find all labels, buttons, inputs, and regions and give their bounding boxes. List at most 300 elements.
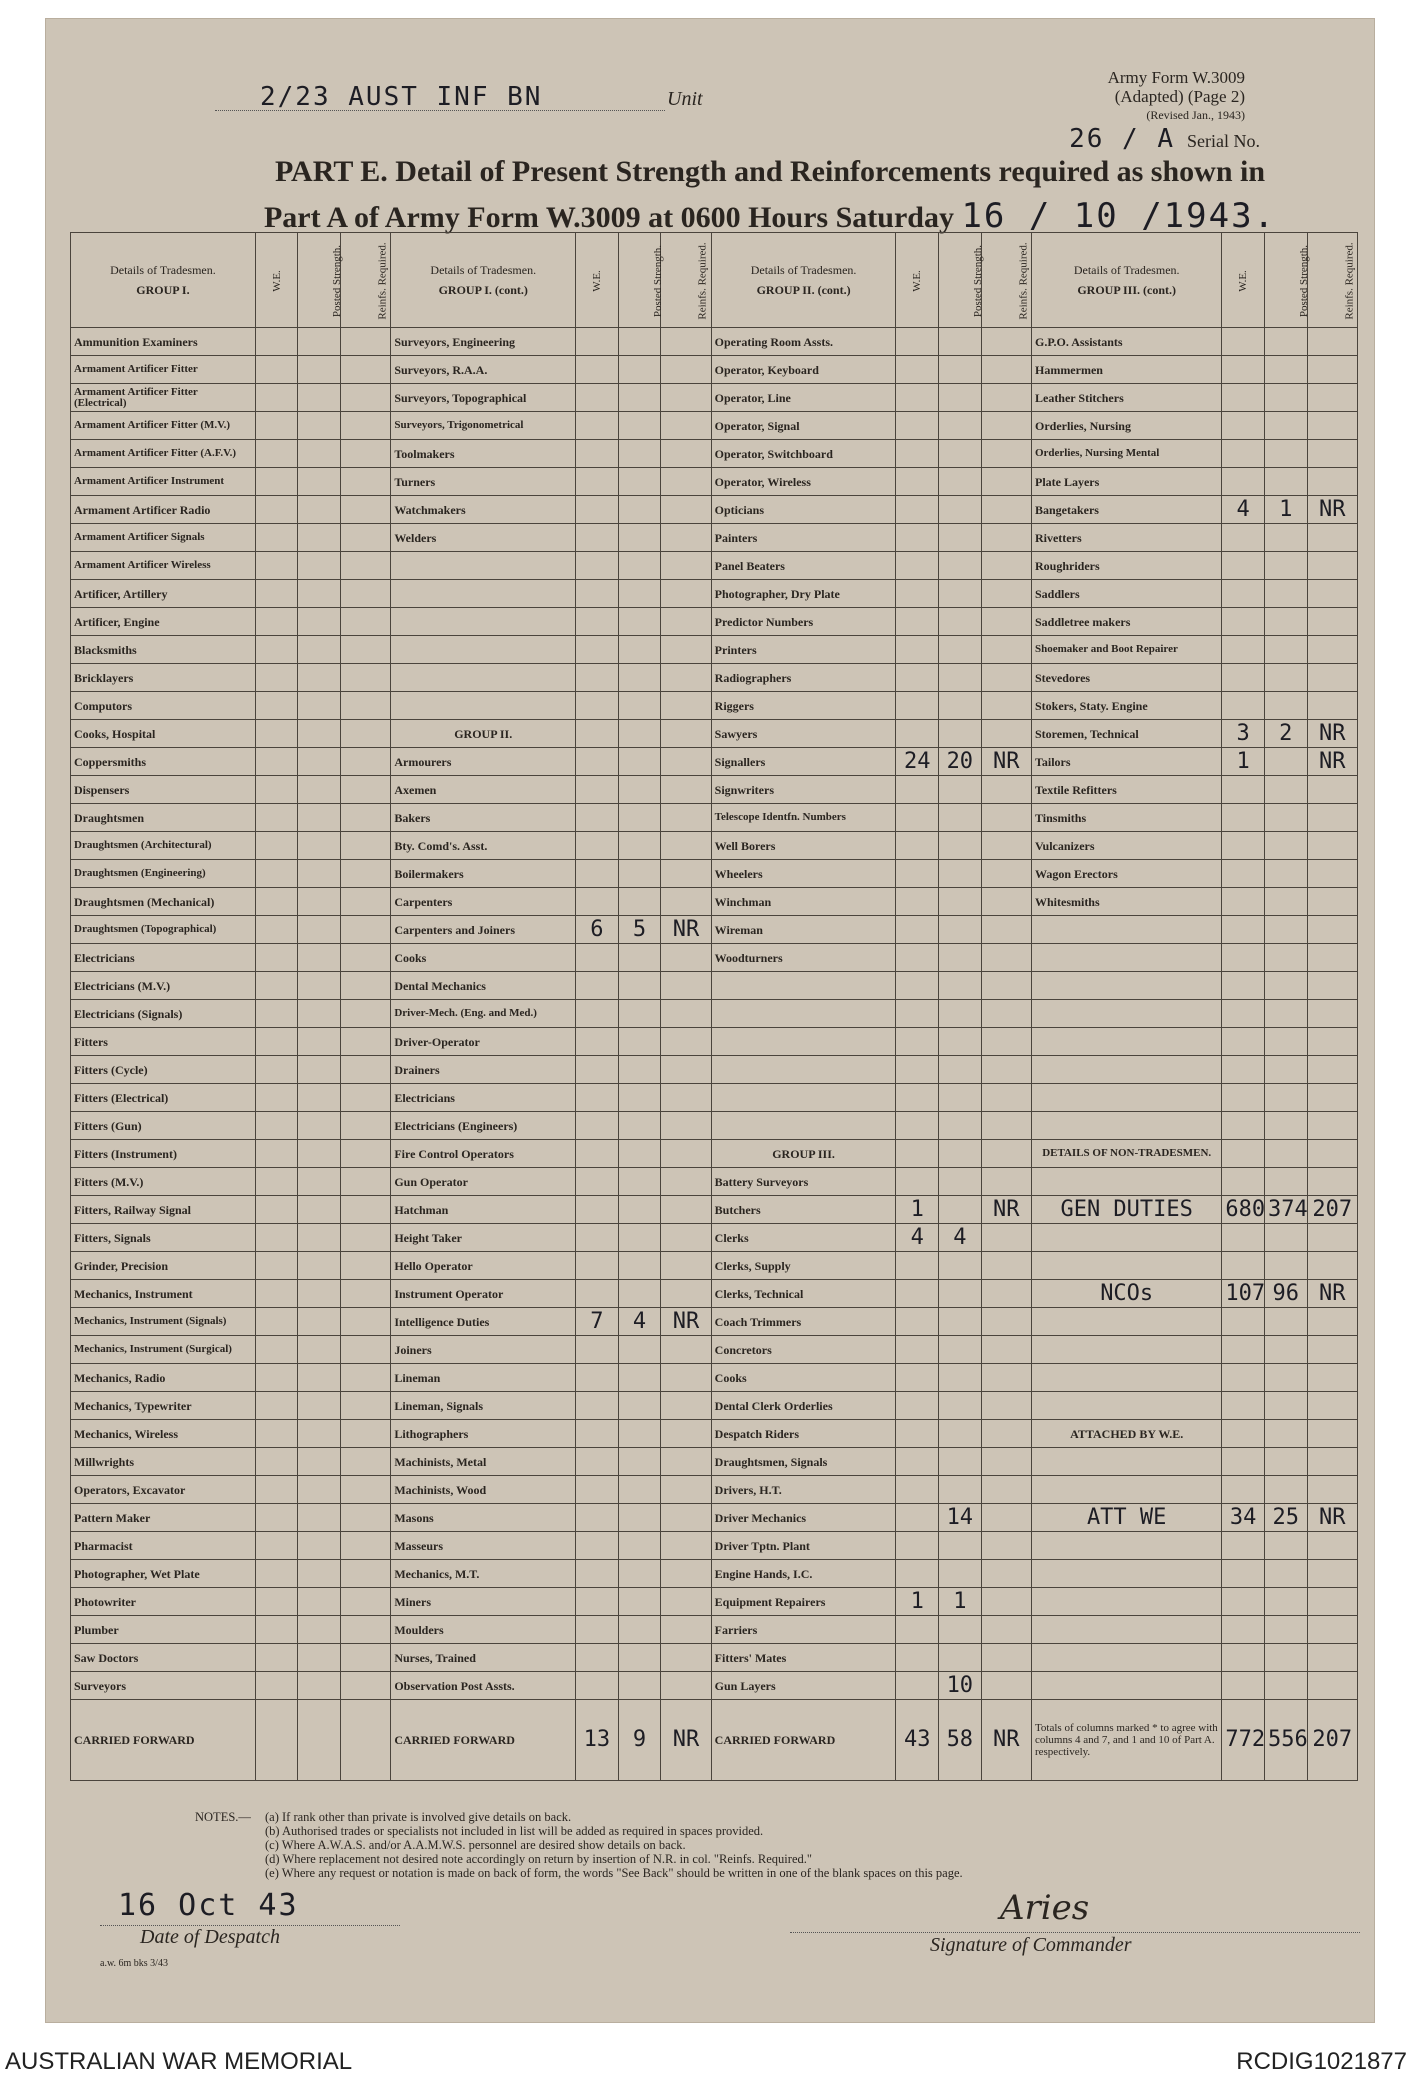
table-row <box>71 888 1358 916</box>
trade-value <box>298 1028 341 1056</box>
trade-name: Clerks <box>711 1224 896 1252</box>
trade-value <box>298 1476 341 1504</box>
trade-value <box>981 1644 1031 1672</box>
trade-value: 1 <box>1264 496 1307 524</box>
trade-name: Carpenters <box>391 888 576 916</box>
trade-value <box>896 1420 939 1448</box>
table-row <box>71 748 1358 776</box>
trade-value <box>576 1168 619 1196</box>
trade-name <box>711 1084 896 1112</box>
note-item: (d) Where replacement not desired note accordingly on return by insertion of N.R. in col. "Reinfs. Required." <box>265 1852 812 1866</box>
trade-value <box>939 384 982 412</box>
trade-name: Electricians (M.V.) <box>71 972 256 1000</box>
trade-name: Orderlies, Nursing <box>1031 412 1221 440</box>
trade-name <box>1031 1112 1221 1140</box>
trade-value <box>618 1028 661 1056</box>
trade-value <box>1307 860 1357 888</box>
trade-name: Well Borers <box>711 832 896 860</box>
trade-value <box>618 1084 661 1112</box>
trade-name: Printers <box>711 636 896 664</box>
trade-value <box>981 1224 1031 1252</box>
trade-value: 207 <box>1307 1196 1357 1224</box>
trade-value <box>255 748 298 776</box>
trade-value <box>255 776 298 804</box>
trade-name: Computors <box>71 692 256 720</box>
trade-value <box>298 1168 341 1196</box>
trade-name: Mechanics, Instrument (Surgical) <box>71 1336 256 1364</box>
trade-name: Roughriders <box>1031 552 1221 580</box>
trade-value <box>618 1448 661 1476</box>
trade-value <box>618 860 661 888</box>
table-row <box>71 860 1358 888</box>
trade-value <box>939 1000 982 1028</box>
trade-name: Mechanics, Wireless <box>71 1420 256 1448</box>
trade-value <box>576 1028 619 1056</box>
trade-value <box>981 1616 1031 1644</box>
trade-value <box>1222 1448 1265 1476</box>
trade-value <box>939 776 982 804</box>
trade-value <box>1264 1392 1307 1420</box>
trade-name: Coppersmiths <box>71 748 256 776</box>
table-row <box>71 468 1358 496</box>
trade-value <box>298 412 341 440</box>
trade-name: Armament Artificer Fitter (A.F.V.) <box>71 440 256 468</box>
trade-value <box>896 664 939 692</box>
trade-value <box>255 524 298 552</box>
trade-value <box>576 720 619 748</box>
trade-value <box>896 636 939 664</box>
trade-value <box>298 496 341 524</box>
trade-value <box>1264 1336 1307 1364</box>
trade-value <box>576 468 619 496</box>
trade-name: Mechanics, M.T. <box>391 1560 576 1588</box>
table-row <box>71 1280 1358 1308</box>
trade-value <box>981 524 1031 552</box>
table-row <box>71 1084 1358 1112</box>
title-line1: PART E. Detail of Present Strength and Reinforcements required as shown in <box>274 155 1266 188</box>
trade-value <box>618 1196 661 1224</box>
trade-value <box>618 1336 661 1364</box>
trade-value <box>618 552 661 580</box>
trade-value: NR <box>1307 1504 1357 1532</box>
trade-value <box>340 1448 390 1476</box>
trade-value <box>1264 636 1307 664</box>
trade-value: 20 <box>939 748 982 776</box>
trade-value <box>298 356 341 384</box>
trade-value <box>661 1252 711 1280</box>
trade-name: Telescope Identfn. Numbers <box>711 804 896 832</box>
trade-value <box>618 468 661 496</box>
trade-value <box>340 412 390 440</box>
trade-name: Electricians (Signals) <box>71 1000 256 1028</box>
col-details-group1: Details of Tradesmen. GROUP I. <box>71 233 256 328</box>
trade-value <box>1264 1224 1307 1252</box>
trade-value <box>1222 832 1265 860</box>
trade-value: 1 <box>939 1588 982 1616</box>
totals-posted: 556 <box>1264 1700 1307 1781</box>
trade-value <box>298 608 341 636</box>
trade-name: Masons <box>391 1504 576 1532</box>
trade-value <box>576 1140 619 1168</box>
trade-value <box>618 1560 661 1588</box>
trade-value <box>576 1560 619 1588</box>
trade-name: Draughtsmen (Engineering) <box>71 860 256 888</box>
trade-name: Welders <box>391 524 576 552</box>
trade-name: Grinder, Precision <box>71 1252 256 1280</box>
trade-value <box>1222 804 1265 832</box>
commander-signature: Aries <box>1000 1888 1090 1928</box>
trade-value <box>896 1168 939 1196</box>
trade-name: Whitesmiths <box>1031 888 1221 916</box>
trade-value <box>618 496 661 524</box>
trade-value <box>298 972 341 1000</box>
trade-value <box>576 552 619 580</box>
trade-value <box>298 1364 341 1392</box>
trade-value <box>298 1616 341 1644</box>
trade-name: Turners <box>391 468 576 496</box>
trade-value <box>1264 888 1307 916</box>
trade-value <box>1307 1448 1357 1476</box>
trade-name: Surveyors, Topographical <box>391 384 576 412</box>
trade-value <box>939 552 982 580</box>
trade-value <box>255 1392 298 1420</box>
trade-value <box>255 356 298 384</box>
trade-value <box>1264 524 1307 552</box>
trade-value <box>981 860 1031 888</box>
trade-name: Pharmacist <box>71 1532 256 1560</box>
trade-value <box>661 972 711 1000</box>
trade-value <box>255 1252 298 1280</box>
trade-name: Operators, Excavator <box>71 1476 256 1504</box>
trade-value <box>618 1672 661 1700</box>
trade-value <box>939 1364 982 1392</box>
table-row <box>71 832 1358 860</box>
table-row <box>71 1644 1358 1672</box>
trade-value <box>576 972 619 1000</box>
trade-value <box>939 1420 982 1448</box>
trade-value <box>1307 1560 1357 1588</box>
trade-value <box>618 776 661 804</box>
trade-name: Pattern Maker <box>71 1504 256 1532</box>
trade-value <box>340 1280 390 1308</box>
table-row <box>71 1112 1358 1140</box>
trade-name: Cooks <box>711 1364 896 1392</box>
trade-value <box>896 832 939 860</box>
table-header-row <box>71 233 1358 328</box>
trade-name: Shoemaker and Boot Repairer <box>1031 636 1221 664</box>
trade-value <box>340 1168 390 1196</box>
print-code: a.w. 6m bks 3/43 <box>100 1958 168 1969</box>
trade-value <box>1307 384 1357 412</box>
trade-value: 5 <box>618 916 661 944</box>
trade-value <box>1307 412 1357 440</box>
trade-name: Vulcanizers <box>1031 832 1221 860</box>
trade-value <box>661 328 711 356</box>
title-line2: Part A of Army Form W.3009 at 0600 Hours Saturday <box>263 201 954 234</box>
trade-value <box>939 888 982 916</box>
trade-name: Saddlers <box>1031 580 1221 608</box>
trade-value <box>896 1504 939 1532</box>
trade-value <box>255 1616 298 1644</box>
trade-value <box>981 1392 1031 1420</box>
trade-value <box>1307 1420 1357 1448</box>
trade-value <box>896 1252 939 1280</box>
trade-name: Fitters (Gun) <box>71 1112 256 1140</box>
trade-value <box>1264 1028 1307 1056</box>
trade-name <box>391 608 576 636</box>
trade-value <box>661 580 711 608</box>
trade-value <box>896 692 939 720</box>
trade-value <box>939 636 982 664</box>
trade-value <box>981 1252 1031 1280</box>
trade-name: Fitters (Electrical) <box>71 1084 256 1112</box>
trade-value <box>1222 1588 1265 1616</box>
trade-value <box>661 1112 711 1140</box>
trade-value <box>896 328 939 356</box>
trade-value <box>661 1028 711 1056</box>
trade-value: NR <box>661 1308 711 1336</box>
archive-id: RCDIG1021877 <box>1236 2048 1407 2075</box>
table-row <box>71 804 1358 832</box>
trade-value <box>255 860 298 888</box>
trade-value <box>939 608 982 636</box>
trade-name: Observation Post Assts. <box>391 1672 576 1700</box>
trade-name: Joiners <box>391 1336 576 1364</box>
cf-g3-we: 43 <box>896 1700 939 1781</box>
trade-name: Surveyors, Trigonometrical <box>391 412 576 440</box>
trade-value <box>618 608 661 636</box>
trade-name: Tailors <box>1031 748 1221 776</box>
table-row <box>71 440 1358 468</box>
trade-value <box>981 1028 1031 1056</box>
trade-value <box>298 1560 341 1588</box>
trade-value <box>340 1532 390 1560</box>
trade-name: Bty. Comd's. Asst. <box>391 832 576 860</box>
trade-value <box>340 1476 390 1504</box>
trade-name: Draughtsmen (Mechanical) <box>71 888 256 916</box>
trade-value <box>1222 1252 1265 1280</box>
trade-value <box>576 804 619 832</box>
trade-value <box>255 972 298 1000</box>
trade-value <box>298 1112 341 1140</box>
trade-value <box>1222 692 1265 720</box>
trade-value <box>255 328 298 356</box>
trade-value <box>981 1420 1031 1448</box>
trade-value <box>1264 384 1307 412</box>
trade-value <box>661 1644 711 1672</box>
trade-name <box>391 552 576 580</box>
col-details-group1-cont: Details of Tradesmen. GROUP I. (cont.) <box>391 233 576 328</box>
trade-name: Bricklayers <box>71 664 256 692</box>
trade-name <box>711 1000 896 1028</box>
trade-value <box>1222 1476 1265 1504</box>
trade-value: 4 <box>1222 496 1265 524</box>
trade-name: Photographer, Dry Plate <box>711 580 896 608</box>
trade-value <box>576 580 619 608</box>
trade-name <box>1031 1000 1221 1028</box>
trade-value <box>298 524 341 552</box>
trade-value <box>340 1056 390 1084</box>
trade-value <box>1307 832 1357 860</box>
trade-name: Signallers <box>711 748 896 776</box>
trade-value <box>340 1588 390 1616</box>
trade-value <box>1307 580 1357 608</box>
trade-value <box>340 832 390 860</box>
unit-handwritten: 2/23 AUST INF BN <box>260 82 543 112</box>
trade-value: NR <box>661 916 711 944</box>
trade-value <box>618 944 661 972</box>
trade-value <box>1264 440 1307 468</box>
trade-name <box>1031 1224 1221 1252</box>
trade-value <box>661 1672 711 1700</box>
cf-g3-posted: 58 <box>939 1700 982 1781</box>
col-posted: Posted Strength. <box>298 233 341 328</box>
trade-name <box>1031 1532 1221 1560</box>
trade-value <box>661 1392 711 1420</box>
trade-value <box>255 916 298 944</box>
trade-value <box>981 1364 1031 1392</box>
trade-value <box>1222 1560 1265 1588</box>
cf-g2-reinfs: NR <box>661 1700 711 1781</box>
trade-value <box>981 636 1031 664</box>
trade-value <box>939 1084 982 1112</box>
trade-value <box>896 1644 939 1672</box>
trade-value <box>896 524 939 552</box>
trade-value <box>981 1084 1031 1112</box>
trade-value <box>255 412 298 440</box>
trade-value <box>661 944 711 972</box>
trade-value <box>1222 440 1265 468</box>
trade-value <box>1264 580 1307 608</box>
trade-name: Plumber <box>71 1616 256 1644</box>
trade-value <box>981 832 1031 860</box>
trade-value <box>1264 1140 1307 1168</box>
trade-value <box>340 1308 390 1336</box>
table-row <box>71 1560 1358 1588</box>
trade-name: Stokers, Staty. Engine <box>1031 692 1221 720</box>
trade-name: Toolmakers <box>391 440 576 468</box>
trade-name: Fitters, Railway Signal <box>71 1196 256 1224</box>
tradesmen-table <box>70 232 1358 1781</box>
trade-value <box>298 1196 341 1224</box>
trade-value <box>618 1532 661 1560</box>
notes-label: NOTES.— <box>195 1810 251 1824</box>
trade-value <box>661 468 711 496</box>
trade-value <box>981 1000 1031 1028</box>
trade-value <box>576 1224 619 1252</box>
trade-value <box>1222 1616 1265 1644</box>
trade-value: 374 <box>1264 1196 1307 1224</box>
trade-value <box>255 664 298 692</box>
trade-value: 96 <box>1264 1280 1307 1308</box>
trade-name <box>1031 1560 1221 1588</box>
trade-value <box>340 944 390 972</box>
trade-name <box>391 692 576 720</box>
trade-value <box>1307 1140 1357 1168</box>
table-row <box>71 1448 1358 1476</box>
trade-value <box>1264 972 1307 1000</box>
trade-value <box>298 776 341 804</box>
trade-value <box>576 832 619 860</box>
trade-value <box>298 1308 341 1336</box>
trade-value <box>939 1028 982 1056</box>
trade-value <box>618 692 661 720</box>
trade-name: GEN DUTIES <box>1031 1196 1221 1224</box>
trade-value <box>255 1532 298 1560</box>
trade-value <box>255 1196 298 1224</box>
unit-label: Unit <box>667 88 703 110</box>
trade-value <box>661 888 711 916</box>
trade-value <box>1222 1532 1265 1560</box>
trade-name: Photowriter <box>71 1588 256 1616</box>
trade-value <box>255 1504 298 1532</box>
trade-value <box>340 1196 390 1224</box>
trade-value <box>340 524 390 552</box>
trade-name <box>711 1056 896 1084</box>
trade-value <box>939 1336 982 1364</box>
trade-name: Operator, Signal <box>711 412 896 440</box>
trade-value <box>896 916 939 944</box>
trade-value <box>1222 636 1265 664</box>
trade-name: Coach Trimmers <box>711 1308 896 1336</box>
trade-name <box>1031 1392 1221 1420</box>
trade-value <box>661 1476 711 1504</box>
trade-value <box>1307 1364 1357 1392</box>
trade-value <box>618 804 661 832</box>
trade-value <box>576 1196 619 1224</box>
trade-value <box>1307 944 1357 972</box>
table-row <box>71 972 1358 1000</box>
trade-value <box>1307 1644 1357 1672</box>
trade-value <box>340 1140 390 1168</box>
trade-name <box>1031 944 1221 972</box>
trade-value <box>255 1588 298 1616</box>
trade-value <box>1222 1056 1265 1084</box>
trade-value: 4 <box>939 1224 982 1252</box>
trade-value <box>1222 1000 1265 1028</box>
table-row <box>71 1420 1358 1448</box>
trade-name: Orderlies, Nursing Mental <box>1031 440 1221 468</box>
trade-value <box>255 580 298 608</box>
trade-value <box>255 888 298 916</box>
trade-value <box>939 468 982 496</box>
archive-credit: AUSTRALIAN WAR MEMORIAL <box>5 2048 353 2075</box>
trade-name: ATTACHED BY W.E. <box>1031 1420 1221 1448</box>
trade-value <box>1222 1028 1265 1056</box>
trade-value <box>255 1140 298 1168</box>
trade-name: GROUP II. <box>391 720 576 748</box>
trade-value <box>255 1560 298 1588</box>
trade-name: Operator, Switchboard <box>711 440 896 468</box>
trade-name <box>1031 916 1221 944</box>
trade-value <box>939 916 982 944</box>
trade-value: 7 <box>576 1308 619 1336</box>
trade-name <box>1031 1252 1221 1280</box>
trade-value <box>1222 1084 1265 1112</box>
trade-value <box>576 524 619 552</box>
trade-name <box>391 664 576 692</box>
trade-name: Mechanics, Instrument <box>71 1280 256 1308</box>
trade-value <box>1307 468 1357 496</box>
trade-value <box>340 1616 390 1644</box>
trade-value <box>298 860 341 888</box>
trade-value <box>1264 552 1307 580</box>
trade-value <box>1222 524 1265 552</box>
table-row <box>71 1140 1358 1168</box>
trade-value <box>618 664 661 692</box>
table-row <box>71 1028 1358 1056</box>
trade-value <box>340 580 390 608</box>
